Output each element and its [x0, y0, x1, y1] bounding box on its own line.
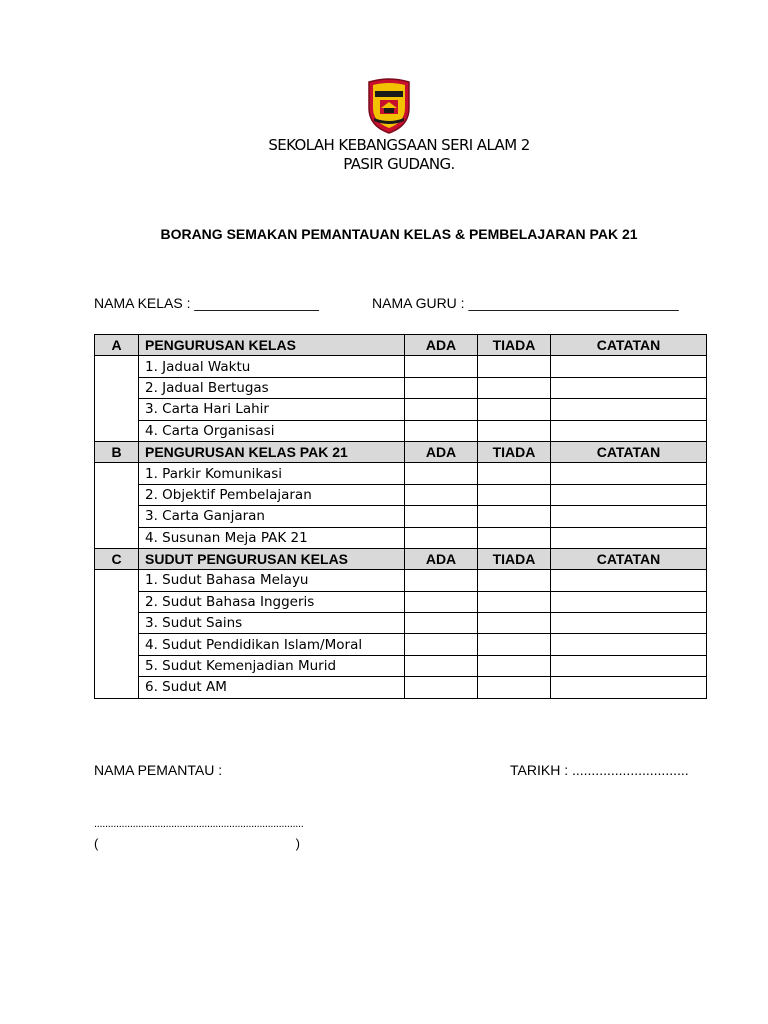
school-name: SEKOLAH KEBANGSAAN SERI ALAM 2 — [268, 136, 530, 154]
tiada-check-cell[interactable] — [478, 377, 551, 398]
checklist-item-row — [95, 677, 707, 698]
section-spacer-cell — [95, 356, 139, 442]
checklist-item-row — [95, 591, 707, 612]
tiada-check-cell[interactable] — [478, 655, 551, 676]
tiada-check-cell[interactable] — [478, 420, 551, 441]
catatan-cell[interactable] — [551, 613, 707, 634]
checklist-item-label: 3. Sudut Sains — [139, 613, 405, 634]
tiada-check-cell[interactable] — [478, 484, 551, 505]
column-header-tiada: TIADA — [478, 548, 551, 569]
column-header-catatan: CATATAN — [551, 335, 707, 356]
tiada-check-cell[interactable] — [478, 570, 551, 591]
ada-check-cell[interactable] — [405, 677, 478, 698]
tiada-check-cell[interactable] — [478, 634, 551, 655]
section-spacer-cell — [95, 463, 139, 549]
checklist-item-label: 1. Sudut Bahasa Melayu — [139, 570, 405, 591]
checklist-item-row — [95, 613, 707, 634]
column-header-ada: ADA — [405, 335, 478, 356]
tiada-check-cell[interactable] — [478, 356, 551, 377]
ada-check-cell[interactable] — [405, 399, 478, 420]
checklist-item-label: 3. Carta Hari Lahir — [139, 399, 405, 420]
catatan-cell[interactable] — [551, 655, 707, 676]
section-header-row — [95, 335, 707, 356]
section-title: SUDUT PENGURUSAN KELAS — [139, 548, 405, 569]
ada-check-cell[interactable] — [405, 377, 478, 398]
checklist-item-row — [95, 399, 707, 420]
catatan-cell[interactable] — [551, 527, 707, 548]
checklist-item-label: 4. Susunan Meja PAK 21 — [139, 527, 405, 548]
section-title: PENGURUSAN KELAS PAK 21 — [139, 441, 405, 462]
section-header-row — [95, 441, 707, 462]
catatan-cell[interactable] — [551, 677, 707, 698]
catatan-cell[interactable] — [551, 634, 707, 655]
checklist-item-label: 1. Parkir Komunikasi — [139, 463, 405, 484]
ada-check-cell[interactable] — [405, 634, 478, 655]
checklist-item-row — [95, 463, 707, 484]
checklist-item-row — [95, 356, 707, 377]
section-header-row — [95, 548, 707, 569]
checklist-item-row — [95, 655, 707, 676]
nama-kelas-field[interactable]: NAMA KELAS : ________________ — [94, 295, 319, 311]
checklist-item-label: 4. Carta Organisasi — [139, 420, 405, 441]
checklist-item-label: 5. Sudut Kemenjadian Murid — [139, 655, 405, 676]
checklist-item-row — [95, 420, 707, 441]
checklist-item-row — [95, 506, 707, 527]
ada-check-cell[interactable] — [405, 420, 478, 441]
column-header-catatan: CATATAN — [551, 441, 707, 462]
tiada-check-cell[interactable] — [478, 591, 551, 612]
tarikh-field[interactable]: TARIKH : .............................. — [510, 762, 689, 778]
section-title: PENGURUSAN KELAS — [139, 335, 405, 356]
catatan-cell[interactable] — [551, 356, 707, 377]
section-code: A — [95, 335, 139, 356]
checklist-item-label: 1. Jadual Waktu — [139, 356, 405, 377]
school-location: PASIR GUDANG. — [343, 155, 455, 173]
tiada-check-cell[interactable] — [478, 677, 551, 698]
checklist-item-row — [95, 484, 707, 505]
tiada-check-cell[interactable] — [478, 613, 551, 634]
checklist-item-label: 2. Sudut Bahasa Inggeris — [139, 591, 405, 612]
section-code: C — [95, 548, 139, 569]
checklist-item-row — [95, 570, 707, 591]
checklist-table — [94, 334, 707, 699]
signature-line[interactable]: ............................................................................ — [94, 818, 304, 830]
column-header-tiada: TIADA — [478, 441, 551, 462]
paren-close: ) — [295, 836, 300, 851]
tiada-check-cell[interactable] — [478, 399, 551, 420]
catatan-cell[interactable] — [551, 399, 707, 420]
checklist-item-row — [95, 527, 707, 548]
ada-check-cell[interactable] — [405, 527, 478, 548]
section-spacer-cell — [95, 570, 139, 698]
form-title: BORANG SEMAKAN PEMANTAUAN KELAS & PEMBELAJARAN PAK 21 — [160, 226, 638, 242]
tiada-check-cell[interactable] — [478, 506, 551, 527]
checklist-item-label: 2. Objektif Pembelajaran — [139, 484, 405, 505]
column-header-catatan: CATATAN — [551, 548, 707, 569]
catatan-cell[interactable] — [551, 591, 707, 612]
ada-check-cell[interactable] — [405, 591, 478, 612]
ada-check-cell[interactable] — [405, 613, 478, 634]
ada-check-cell[interactable] — [405, 356, 478, 377]
checklist-item-row — [95, 377, 707, 398]
catatan-cell[interactable] — [551, 420, 707, 441]
catatan-cell[interactable] — [551, 463, 707, 484]
checklist-item-label: 3. Carta Ganjaran — [139, 506, 405, 527]
section-code: B — [95, 441, 139, 462]
column-header-ada: ADA — [405, 441, 478, 462]
nama-guru-field[interactable]: NAMA GURU : ___________________________ — [372, 295, 679, 311]
catatan-cell[interactable] — [551, 484, 707, 505]
tiada-check-cell[interactable] — [478, 463, 551, 484]
nama-pemantau-label: NAMA PEMANTAU : — [94, 762, 223, 778]
ada-check-cell[interactable] — [405, 570, 478, 591]
tiada-check-cell[interactable] — [478, 527, 551, 548]
column-header-tiada: TIADA — [478, 335, 551, 356]
column-header-ada: ADA — [405, 548, 478, 569]
ada-check-cell[interactable] — [405, 506, 478, 527]
ada-check-cell[interactable] — [405, 463, 478, 484]
school-crest-logo — [366, 78, 412, 134]
paren-open: ( — [94, 836, 99, 851]
catatan-cell[interactable] — [551, 506, 707, 527]
checklist-item-label: 4. Sudut Pendidikan Islam/Moral — [139, 634, 405, 655]
ada-check-cell[interactable] — [405, 655, 478, 676]
ada-check-cell[interactable] — [405, 484, 478, 505]
checklist-item-label: 6. Sudut AM — [139, 677, 405, 698]
catatan-cell[interactable] — [551, 377, 707, 398]
checklist-item-label: 2. Jadual Bertugas — [139, 377, 405, 398]
catatan-cell[interactable] — [551, 570, 707, 591]
checklist-item-row — [95, 634, 707, 655]
